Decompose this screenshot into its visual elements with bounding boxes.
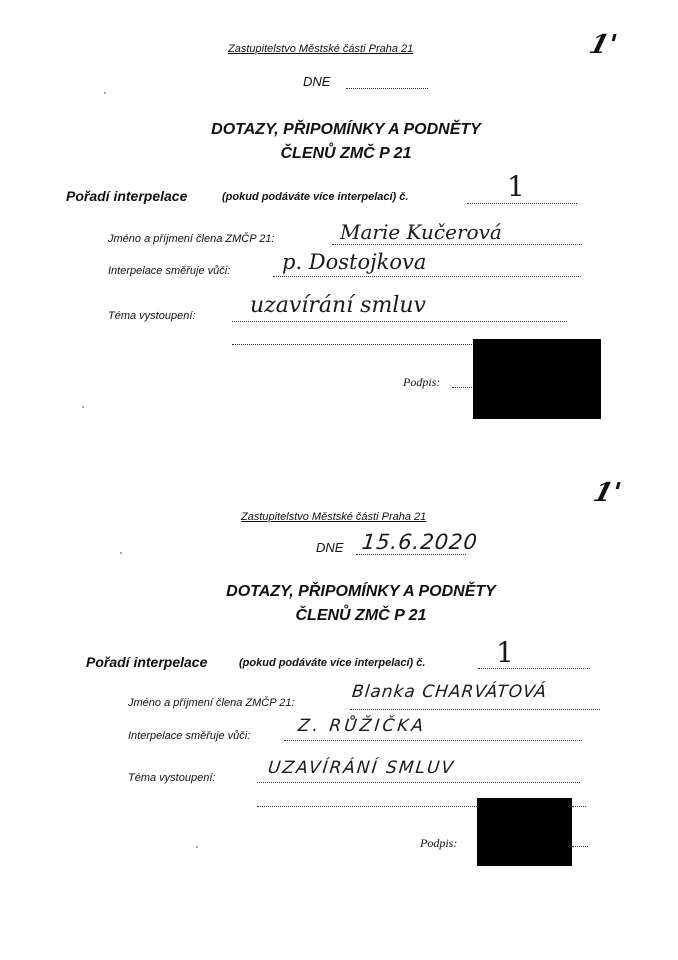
page-mark: 1' bbox=[585, 30, 621, 60]
topic-value: uzavírání smluv bbox=[250, 293, 426, 318]
order-value: 1 bbox=[496, 636, 514, 669]
scan-speck bbox=[82, 406, 84, 408]
topic-dotted-line bbox=[257, 782, 580, 783]
page-mark: 1' bbox=[589, 478, 625, 508]
directed-to-label: Interpelace směřuje vůči: bbox=[108, 265, 231, 277]
member-name-value: Marie Kučerová bbox=[340, 220, 502, 244]
signature-label: Podpis: bbox=[403, 375, 441, 389]
order-note: (pokud podáváte více interpelací) č. bbox=[222, 191, 409, 203]
form-heading-line1: DOTAZY, PŘIPOMÍNKY A PODNĚTY bbox=[211, 121, 481, 138]
order-label: Pořadí interpelace bbox=[86, 654, 208, 670]
order-dotted-line bbox=[478, 668, 590, 669]
member-name-dotted-line bbox=[332, 244, 582, 245]
council-title: Zastupitelstvo Městské části Praha 21 bbox=[228, 43, 414, 55]
directed-to-value: Z. RŮŽIČKA bbox=[296, 716, 428, 736]
order-label: Pořadí interpelace bbox=[66, 188, 188, 204]
redacted-signature bbox=[473, 339, 601, 419]
topic-dotted-line bbox=[232, 321, 567, 322]
directed-to-dotted-line bbox=[273, 276, 581, 277]
scan-speck bbox=[196, 846, 198, 848]
date-label: DNE bbox=[316, 540, 344, 555]
council-title: Zastupitelstvo Městské části Praha 21 bbox=[241, 511, 427, 523]
member-name-dotted-line bbox=[350, 709, 600, 710]
order-dotted-line bbox=[467, 203, 577, 204]
form-heading-line2: ČLENŮ ZMČ P 21 bbox=[295, 607, 427, 624]
topic-label: Téma vystoupení: bbox=[128, 772, 216, 784]
form-heading bbox=[150, 118, 542, 166]
member-name-value: Blanka CHARVÁTOVÁ bbox=[350, 682, 549, 702]
member-name-label: Jméno a příjmení člena ZMČP 21: bbox=[108, 233, 275, 245]
directed-to-dotted-line bbox=[284, 740, 582, 741]
form-heading-line1: DOTAZY, PŘIPOMÍNKY A PODNĚTY bbox=[226, 583, 496, 600]
directed-to-value: p. Dostojkova bbox=[282, 250, 427, 274]
order-value: 1 bbox=[507, 170, 525, 203]
scan-speck bbox=[120, 552, 122, 554]
topic-label: Téma vystoupení: bbox=[108, 310, 196, 322]
form-heading bbox=[165, 580, 557, 628]
order-note: (pokud podáváte více interpelací) č. bbox=[239, 657, 426, 669]
date-label: DNE bbox=[303, 74, 331, 89]
date-value: 15.6.2020 bbox=[360, 530, 480, 554]
topic-value: UZAVÍRÁNÍ SMLUV bbox=[266, 758, 457, 778]
member-name-label: Jméno a příjmení člena ZMČP 21: bbox=[128, 697, 295, 709]
topic-continuation-line bbox=[232, 344, 472, 345]
date-dotted-line bbox=[356, 554, 466, 555]
signature-label: Podpis: bbox=[420, 836, 458, 850]
signature-dotted-line bbox=[452, 387, 472, 388]
date-dotted-line bbox=[346, 88, 428, 89]
redacted-signature bbox=[477, 798, 572, 866]
directed-to-label: Interpelace směřuje vůči: bbox=[128, 730, 251, 742]
signature-dotted-line bbox=[572, 846, 588, 847]
form-heading-line2: ČLENŮ ZMČ P 21 bbox=[280, 145, 412, 162]
scan-speck bbox=[104, 92, 106, 94]
topic-continuation-line-end bbox=[572, 806, 586, 807]
topic-continuation-line bbox=[257, 806, 477, 807]
